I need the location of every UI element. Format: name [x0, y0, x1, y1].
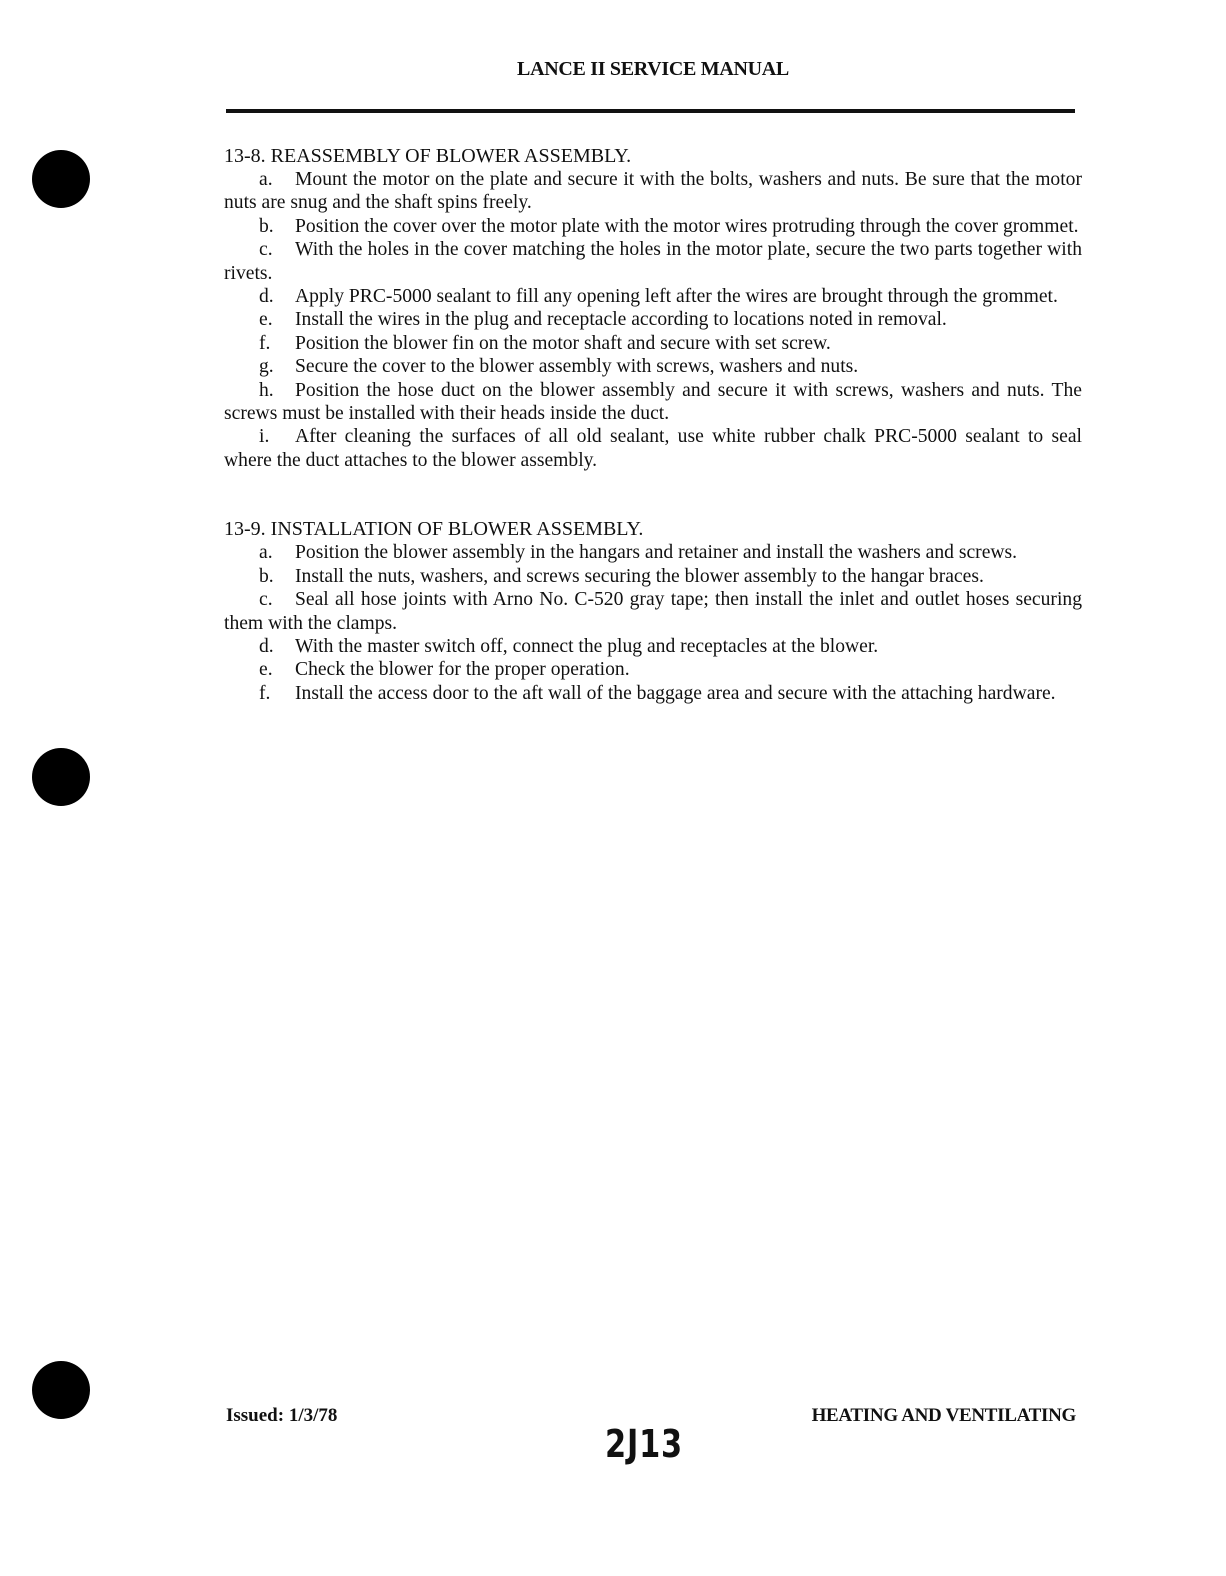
step	[224, 238, 1082, 285]
step	[224, 285, 1082, 308]
step	[224, 215, 1082, 238]
step-text: After cleaning the surfaces of all old sealant, use white rubber chalk PRC-5000 sealant to seal where the duct attaches to the blower assembly.	[224, 426, 1082, 471]
step-letter: e.	[259, 309, 273, 331]
step-letter: f.	[259, 332, 271, 354]
binder-hole	[32, 748, 90, 806]
section-heading: 13-9. INSTALLATION OF BLOWER ASSEMBLY.	[224, 518, 644, 541]
step-letter: h.	[259, 379, 274, 401]
step	[224, 588, 1082, 635]
page-id: 2J13	[605, 1422, 683, 1466]
step	[224, 565, 1082, 588]
binder-hole	[32, 1361, 90, 1419]
step	[224, 332, 1082, 355]
manual-title: LANCE II SERVICE MANUAL	[517, 58, 789, 80]
step	[224, 682, 1082, 705]
step-letter: b.	[259, 215, 274, 237]
section-installation	[224, 517, 1082, 705]
section-heading: 13-8. REASSEMBLY OF BLOWER ASSEMBLY.	[224, 145, 632, 167]
step	[224, 658, 1082, 681]
step-letter: c.	[259, 589, 273, 611]
binder-hole	[32, 150, 90, 208]
step-text: With the holes in the cover matching the holes in the motor plate, secure the two parts together with rivets.	[224, 239, 1082, 284]
step	[224, 308, 1082, 331]
step	[224, 168, 1082, 215]
step	[224, 355, 1082, 378]
step-letter: d.	[259, 635, 274, 657]
step-text: Secure the cover to the blower assembly with screws, washers and nuts.	[295, 356, 859, 378]
step-letter: a.	[259, 169, 273, 190]
step-letter: c.	[259, 239, 273, 261]
step	[224, 541, 1082, 564]
step-text: Position the blower assembly in the hangars and retainer and install the washers and screws.	[295, 542, 1018, 564]
chapter-title: HEATING AND VENTILATING	[811, 1405, 1076, 1426]
step-letter: e.	[259, 659, 273, 681]
step-letter: a.	[259, 542, 273, 564]
step	[224, 635, 1082, 658]
step-letter: f.	[259, 682, 271, 704]
step-text: Install the access door to the aft wall of the baggage area and secure with the attaching hardware.	[295, 682, 1056, 704]
step-text: With the master switch off, connect the plug and receptacles at the blower.	[295, 635, 879, 657]
issued-date: Issued: 1/3/78	[226, 1405, 338, 1426]
manual-content	[224, 144, 1082, 705]
step-text: Install the nuts, washers, and screws securing the blower assembly to the hangar braces.	[295, 565, 984, 587]
step-text: Install the wires in the plug and receptacle according to locations noted in removal.	[295, 309, 947, 331]
step	[224, 379, 1082, 426]
step-letter: b.	[259, 565, 274, 587]
step-text: Check the blower for the proper operation.	[295, 659, 630, 681]
step-letter: i.	[259, 426, 270, 448]
section-reassembly	[224, 144, 1082, 472]
step-text: Position the blower fin on the motor shaft and secure with set screw.	[295, 332, 831, 354]
step-text: Seal all hose joints with Arno No. C-520 gray tape; then install the inlet and outlet hoses securing them with the clamps.	[224, 589, 1082, 634]
step-text: Position the cover over the motor plate with the motor wires protruding through the cover grommet.	[295, 215, 1079, 237]
step-text: Apply PRC-5000 sealant to fill any opening left after the wires are brought through the grommet.	[295, 286, 1058, 308]
step-letter: g.	[259, 356, 274, 378]
step-letter: d.	[259, 286, 274, 308]
step	[224, 425, 1082, 472]
header-rule	[226, 109, 1075, 113]
step-text: Position the hose duct on the blower assembly and secure it with screws, washers and nuts. The screws must be installed with their heads inside the duct.	[224, 379, 1082, 425]
step-text: Mount the motor on the plate and secure it with the bolts, washers and nuts. Be sure that the motor nuts are snug and the shaft spins freely.	[224, 169, 1082, 214]
